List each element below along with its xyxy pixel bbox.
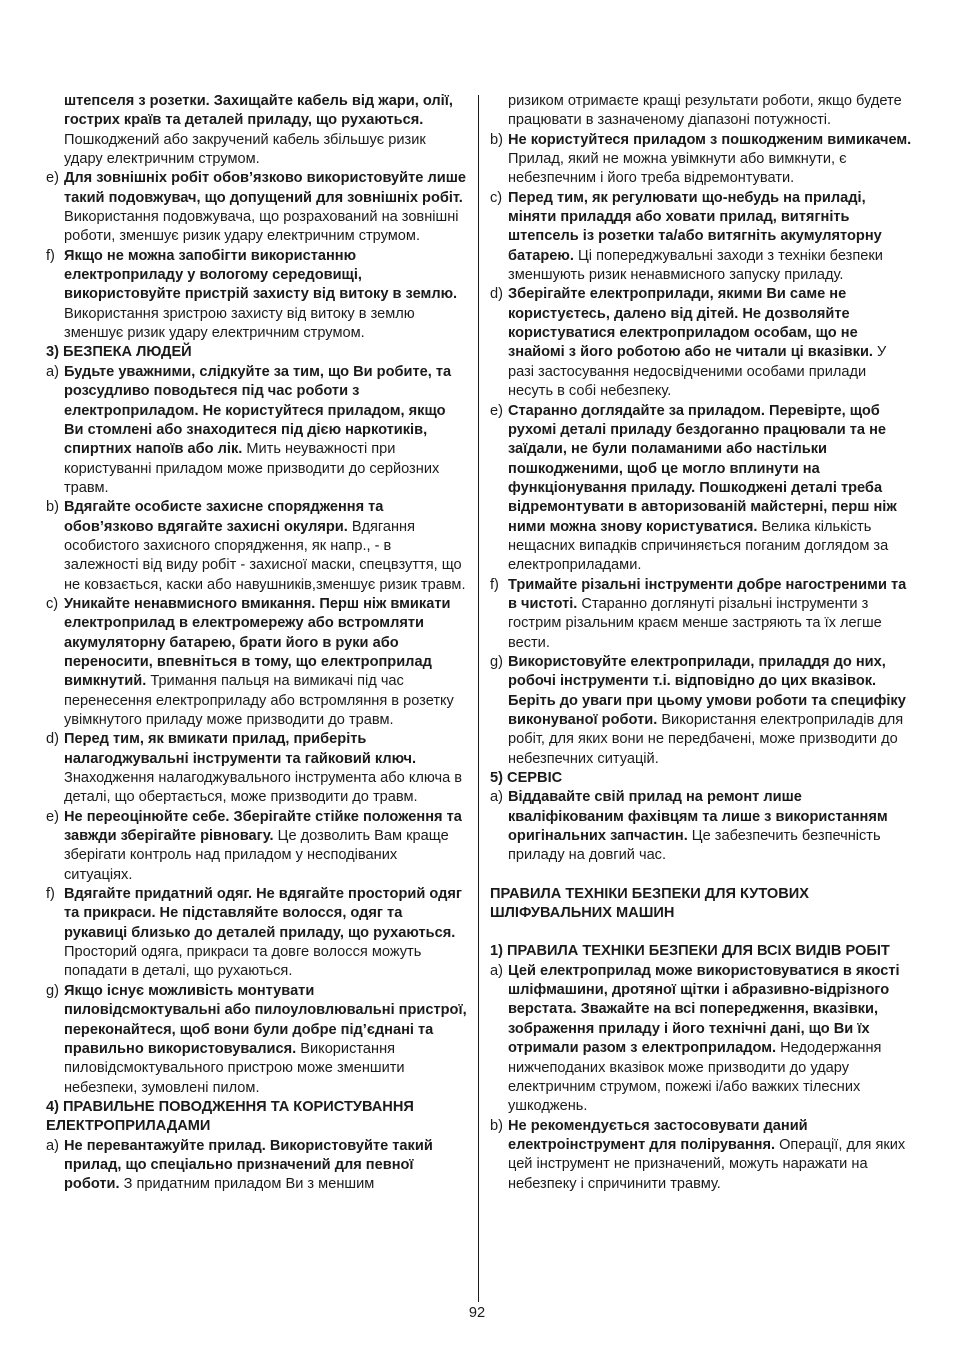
list-item: f) Вдягайте придатний одяг. Не вдягайте просторий одяг та прикраси. Не підставляйте волосся, одяг та рукавиці близько до деталей приладу, що рухаються. Просторий одяга, прикраси та довге волосся можуть попадати в деталі, що рухаються. <box>46 886 462 980</box>
column-divider <box>478 95 479 1302</box>
list-item: b) Не рекомендується застосовувати даний електроінструмент для полірування. Операції, для яких цей інструмент не призначений, можуть наражати на небезпеку і спричинити травму. <box>490 1117 906 1192</box>
list-item: c) Перед тим, як регулювати що-небудь на приладі, міняти приладдя або ховати прилад, витягніть штепсель із розетки та/або витягніть акумуляторну батарею. Ці попереджувальні заходи з техніки безпеки зменшують ризик ненавмисного запуску приладу. <box>490 189 883 284</box>
list-item: a) Будьте уважними, слідкуйте за тим, що Ви робите, та розсудливо поводьтеся під час роботи з електроприладом. Не користуйтеся приладом, якщо Ви стомлені або знаходитеся під дією наркотиків, спиртних напоїв або лік. Мить неуважності при користуванні приладом може призводити до серйозних травм. <box>46 363 452 496</box>
list-item: g) Використовуйте електроприлади, приладдя до них, робочі інструменти т.і. відповідно до цих вказівок. Беріть до уваги при цьому умови роботи та специфіку виконуваної роботи. Використання електроприладів для робіт, для яких вони не передбачені, може призводити до небезпечних ситуацій. <box>490 653 906 767</box>
section-heading-1: 1) ПРАВИЛА ТЕХНІКИ БЕЗПЕКИ ДЛЯ ВСІХ ВИДІВ РОБІТ <box>490 943 890 960</box>
section-heading-5: 5) СЕРВІС <box>490 770 563 787</box>
list-item: f) Тримайте різальні інструменти добре нагостреними та в чистоті. Старанно доглянуті різальні інструменти з гострим різальним краєм менше застряють та їх легше вести. <box>490 576 907 651</box>
continued-paragraph: ризиком отримаєте кращі результати роботи, якщо будете працювати в зазначеному діапазоні потужності. <box>508 93 902 129</box>
page-number: 92 <box>468 1305 486 1321</box>
list-item-e: e) Для зовнішніх робіт обов’язково використовуйте лише такий подовжувач, що допущений для зовнішніх робіт. Використання подовжувача, що розрахований на зовнішні роботи, зменшує ризик удару електричним струмом. <box>46 170 466 245</box>
list-item: d) Зберігайте електроприлади, якими Ви саме не користуєтесь, далено від дітей. Не дозволяйте користуватися електроприладом особам, що не знайомі з його роботою або не читали ці вказівки. У разі застосування недосвідченими особами прилади несуть в собі небезпеку. <box>490 286 887 400</box>
list-item: d) Перед тим, як вмикати прилад, приберіть налагоджувальні інструменти та гайковий ключ. Знаходження налагоджувального інструмента або ключа в деталі, що обертається, може призводити до травм. <box>46 731 463 806</box>
list-item: g) Якщо існує можливість монтувати пиловідсмоктувальні або пилоуловлювальні пристрої, переконайтеся, щоб вони були добре під’єднані та правильно використовувалися. Використання пиловідсмоктувального пристрою може зменшити небезпеки, зумовлені пилом. <box>46 982 467 1096</box>
list-item: b) Вдягайте особисте захисне спорядження та обов’язково вдягайте захисні окуляри. Вдягання особистого захисного спорядження, як напр., - в залежності від виду робіт - захисної маски, спецвзуття, що не ковзається, каски або навушників,зменшує ризик травм. <box>46 499 466 593</box>
right-column <box>490 92 912 1194</box>
list-item: e) Старанно доглядайте за приладом. Перевірте, щоб рухомі деталі приладу бездоганно працювали та не заїдали, не були поламаними або настільки пошкодженими, щоб це могло вплинути на функціонування приладу. Пошкоджені деталі треба відремонтувати в авторизованій майстерні, перш ніж ними можна знову користуватися. Велика кількість нещасних випадків спричиняється поганим доглядом за електроприладами. <box>490 402 897 574</box>
left-column <box>46 92 467 1195</box>
section-heading-4: 4) ПРАВИЛЬНЕ ПОВОДЖЕННЯ ТА КОРИСТУВАННЯ ЕЛЕКТРОПРИЛАДАМИ <box>46 1098 414 1135</box>
continued-paragraph: штепселя з розетки. Захищайте кабель від жари, олії, гострих країв та деталей приладу, що рухаються. Пошкоджений або закручений кабель збільшує ризик удару електричним струмом. <box>64 93 453 168</box>
list-item: a) Цей електроприлад може використовуватися в якості шліфмашини, дротяної щітки і абразивно-відрізного верстата. Зважайте на всі попередження, вказівки, зображення приладу і його технічні дані, що Ви їх отримали разом з електроприладом. Недодержання нижчеподаних вказівок може призводити до удару електричним струмом, пожежі і/або важких тілесних ушкоджень. <box>490 962 900 1115</box>
chapter-title: ПРАВИЛА ТЕХНІКИ БЕЗПЕКИ ДЛЯ КУТОВИХ ШЛІФУВАЛЬНИХ МАШИН <box>490 885 810 922</box>
section-heading-3: 3) БЕЗПЕКА ЛЮДЕЙ <box>46 344 192 361</box>
list-item: a) Не перевантажуйте прилад. Використовуйте такий прилад, що спеціально призначений для певної роботи. З придатним приладом Ви з меншим <box>46 1137 433 1193</box>
list-item: c) Уникайте ненавмисного вмикання. Перш ніж вмикати електроприлад в електромережу або встромляти акумуляторну батарею, брати його в руки або переносити, впевніться в тому, що електроприлад вимкнутий. Тримання пальця на вимикачі під час перенесення електроприладу або встромляння в розетку увімкнутого приладу може призводити до травм. <box>46 595 454 728</box>
list-item: a) Віддавайте свій прилад на ремонт лише кваліфікованим фахівцям та лише з використанням оригінальних запчастин. Це забезпечить безпечність приладу на довгий час. <box>490 789 888 864</box>
list-item: e) Не переоцінюйте себе. Зберігайте стійке положення та завжди зберігайте рівновагу. Це дозволить Вам краще зберігати контроль над приладом у несподіваних ситуаціях. <box>46 808 462 883</box>
list-item: b) Не користуйтеся приладом з пошкодженим вимикачем. Прилад, який не можна увімкнути або вимкнути, є небезпечним і його треба відремонтувати. <box>490 131 912 187</box>
list-item-f: f) Якщо не можна запобігти використанню електроприладу у вологому середовищі, використовуйте пристрій захисту від витоку в землю. Використання зристрою захисту від витоку в землю зменшує ризик удару електричним струмом. <box>46 247 458 342</box>
